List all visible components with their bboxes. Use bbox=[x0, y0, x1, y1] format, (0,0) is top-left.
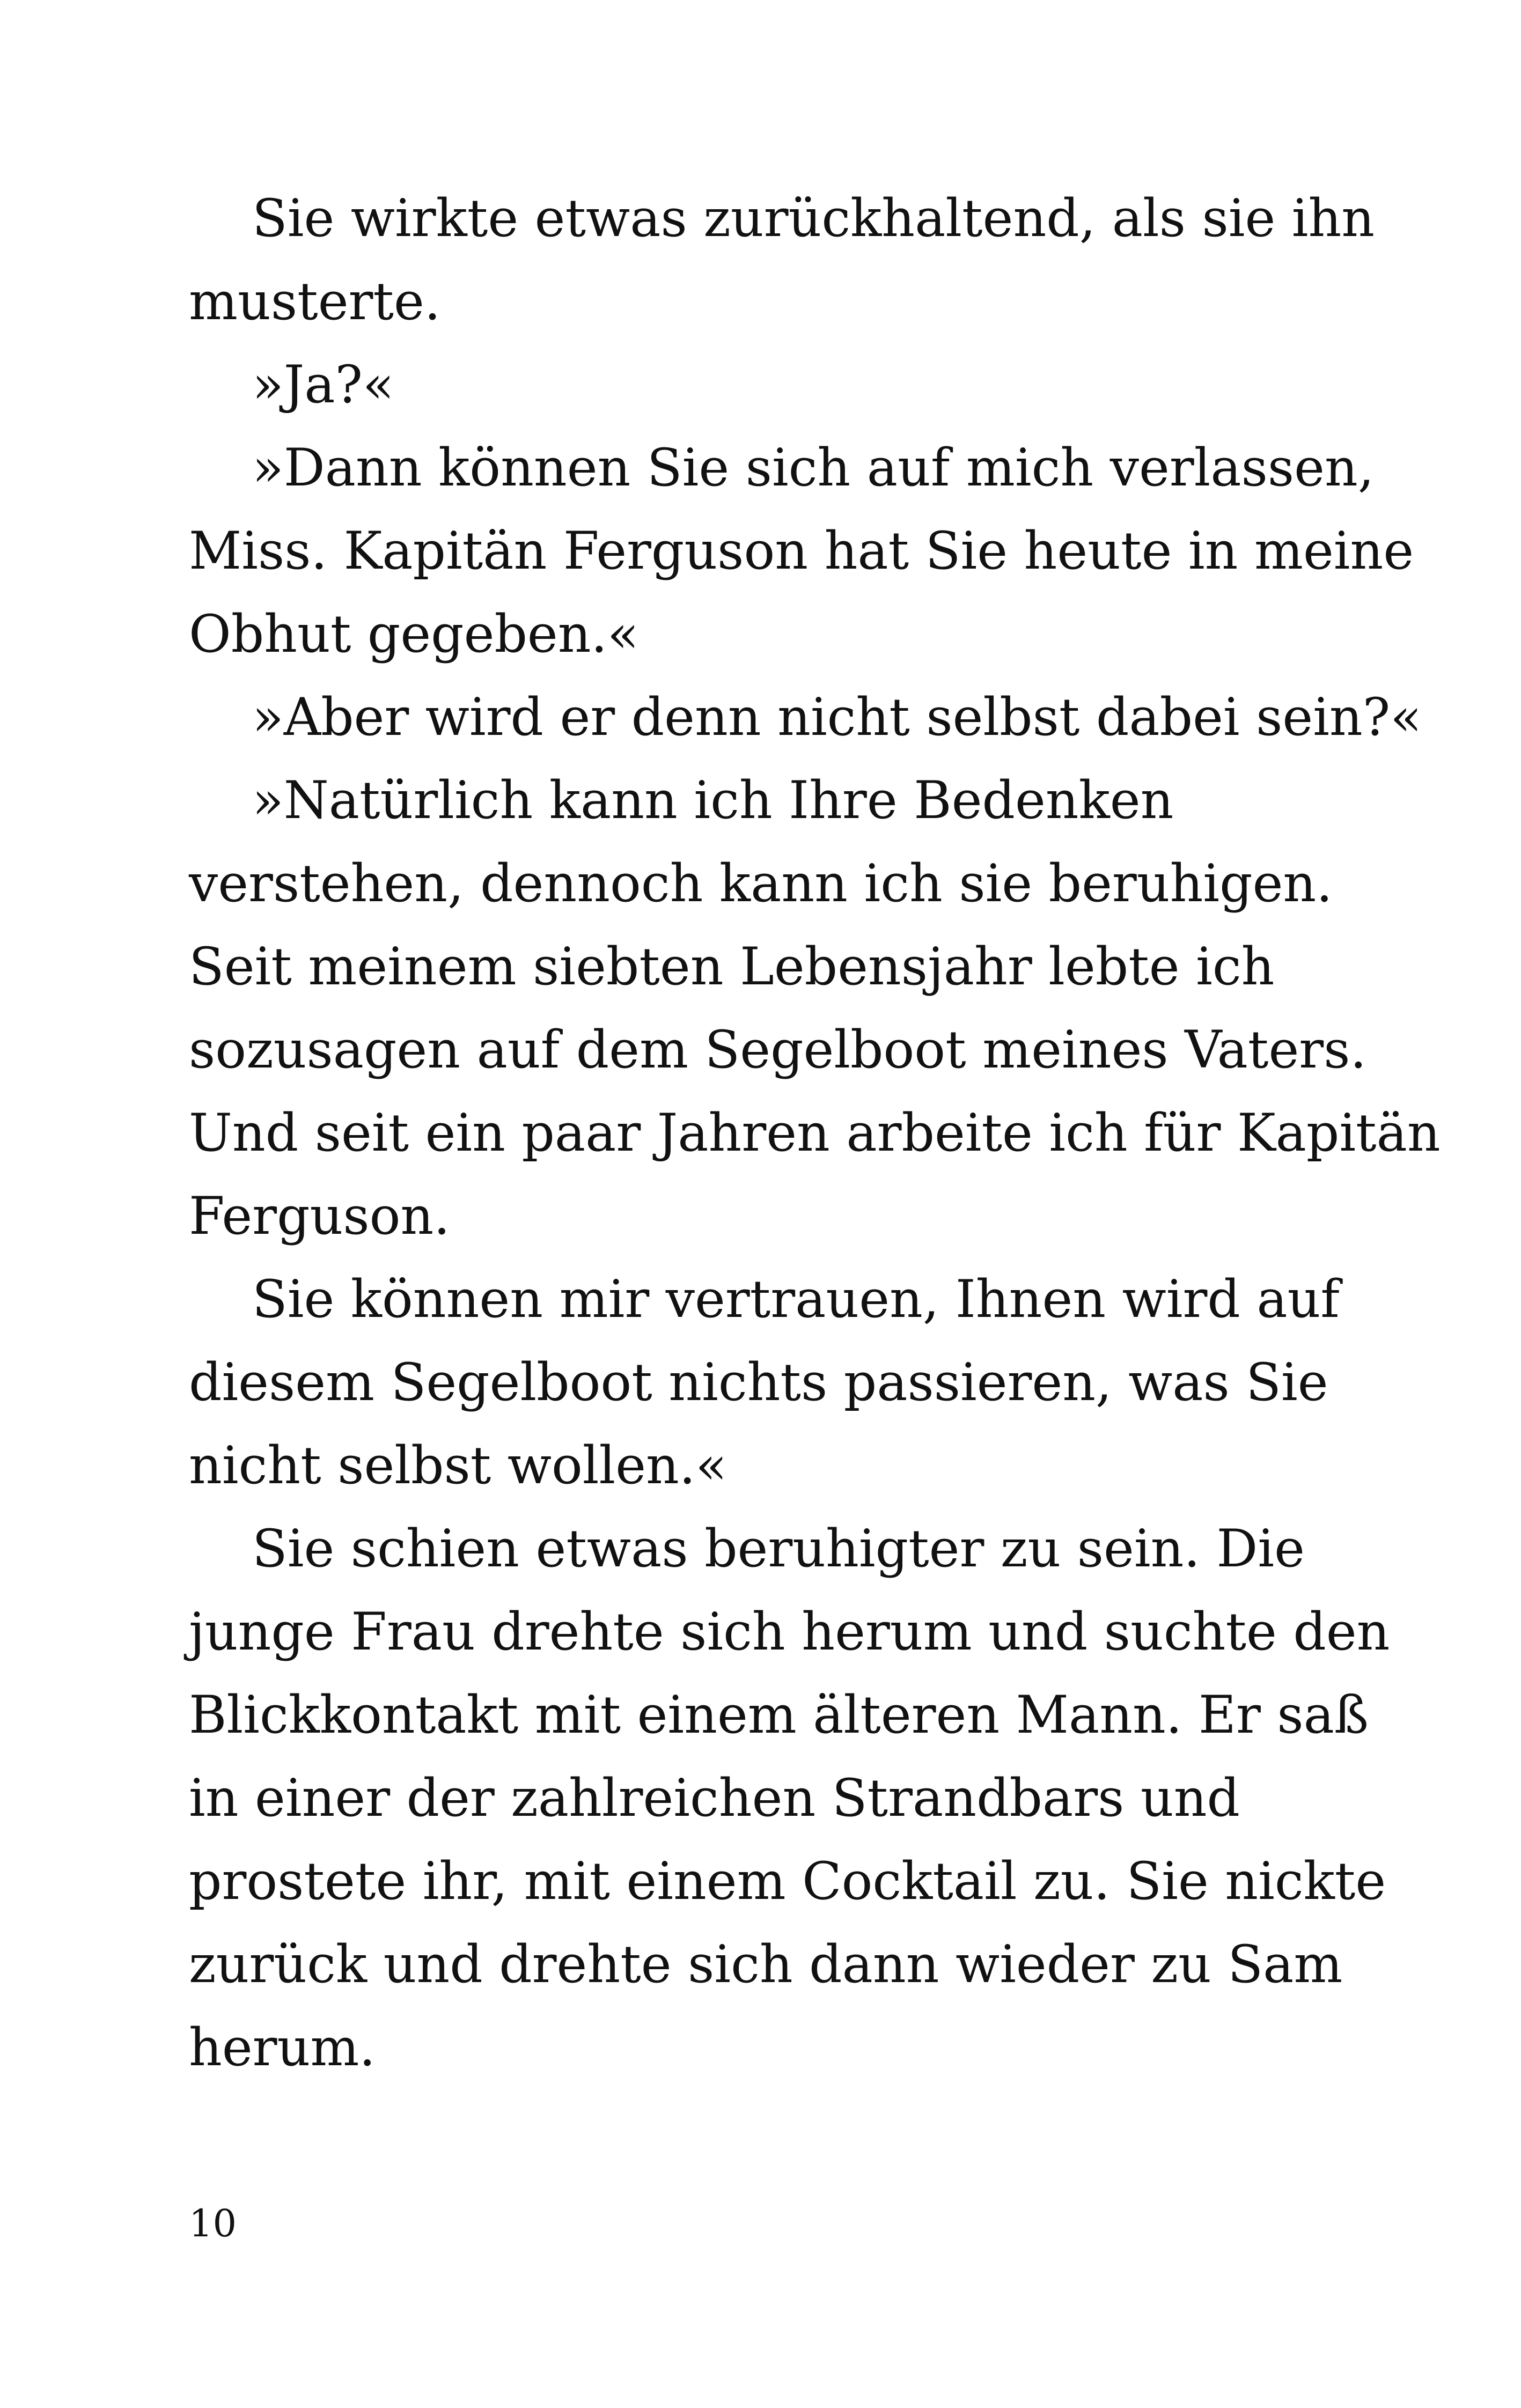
text-line: Obhut gegeben.« bbox=[189, 604, 639, 664]
text-line: Ferguson. bbox=[189, 1186, 450, 1246]
text-line: Sie schien etwas beruhigter zu sein. Die bbox=[252, 1519, 1305, 1579]
text-line: Sie können mir vertrauen, Ihnen wird auf bbox=[252, 1269, 1340, 1329]
page-number: 10 bbox=[189, 2201, 237, 2245]
text-line: Blickkontakt mit einem älteren Mann. Er saß bbox=[189, 1685, 1369, 1745]
text-line: nicht selbst wollen.« bbox=[189, 1435, 728, 1496]
text-line: Und seit ein paar Jahren arbeite ich für Kapitän bbox=[189, 1103, 1441, 1163]
text-line: Seit meinem siebten Lebensjahr lebte ich bbox=[189, 937, 1275, 997]
text-line: »Dann können Sie sich auf mich verlassen, bbox=[252, 438, 1375, 498]
text-line: prostete ihr, mit einem Cocktail zu. Sie nickte bbox=[189, 1851, 1386, 1911]
text-line: musterte. bbox=[189, 271, 441, 332]
text-line: »Natürlich kann ich Ihre Bedenken bbox=[252, 770, 1174, 830]
text-line: »Ja?« bbox=[252, 355, 394, 415]
text-line: junge Frau drehte sich herum und suchte den bbox=[189, 1602, 1390, 1662]
text-line: sozusagen auf dem Segelboot meines Vaters. bbox=[189, 1020, 1366, 1080]
text-line: Miss. Kapitän Ferguson hat Sie heute in meine bbox=[189, 521, 1414, 581]
text-line: »Aber wird er denn nicht selbst dabei sein?« bbox=[252, 687, 1422, 747]
text-line: herum. bbox=[189, 2017, 376, 2078]
body-text bbox=[189, 177, 1441, 2089]
text-line: in einer der zahlreichen Strandbars und bbox=[189, 1768, 1240, 1828]
text-line: Sie wirkte etwas zurückhaltend, als sie ihn bbox=[252, 188, 1375, 248]
text-line: diesem Segelboot nichts passieren, was Sie bbox=[189, 1352, 1328, 1412]
text-line: verstehen, dennoch kann ich sie beruhigen. bbox=[189, 853, 1333, 914]
text-line: zurück und drehte sich dann wieder zu Sam bbox=[189, 1934, 1343, 1994]
